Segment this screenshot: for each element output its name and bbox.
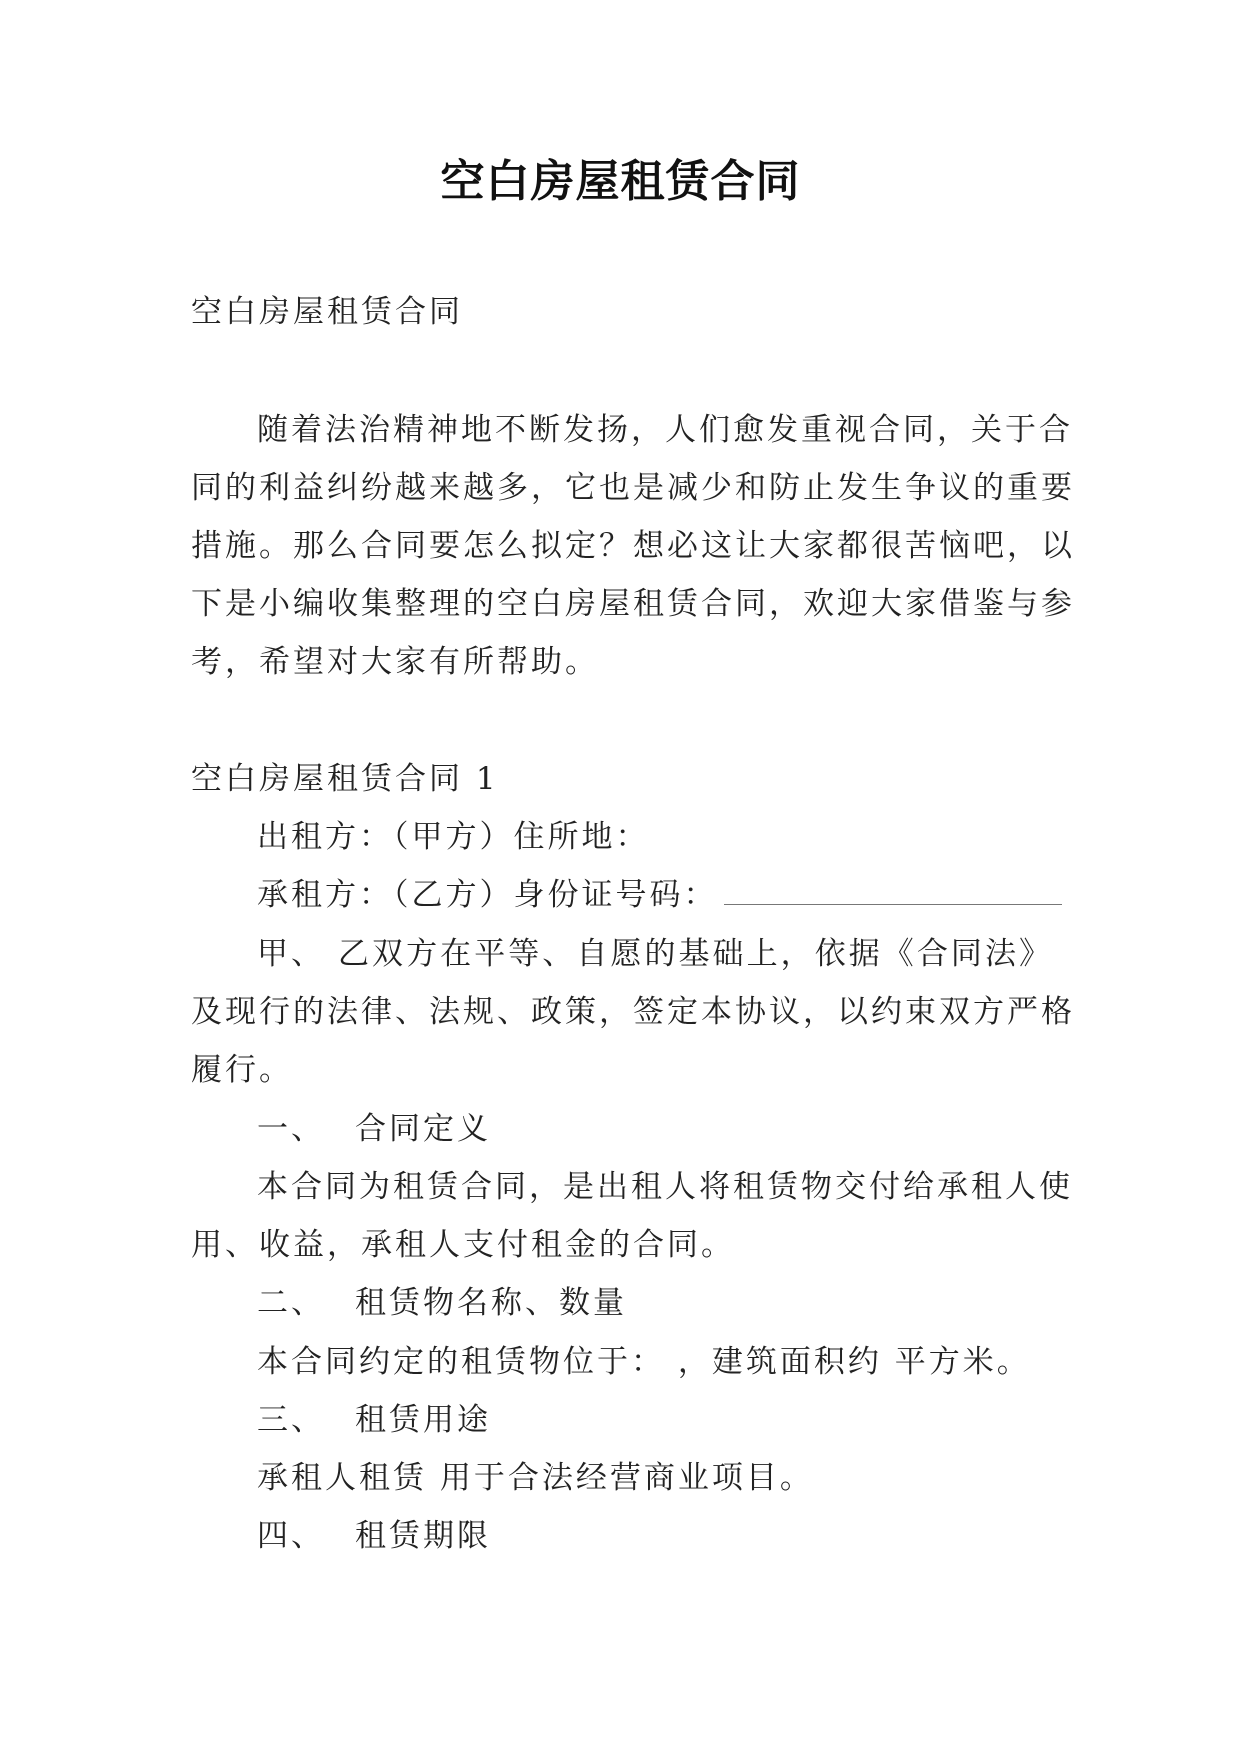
clause-2-title: 租赁物名称、数量 <box>355 1285 627 1321</box>
document-subtitle: 空白房屋租赁合同 <box>191 294 463 330</box>
intro-line-3: 措施。那么合同要怎么拟定？想必这让大家都很苦恼吧，以 <box>191 528 1075 564</box>
clause-2-heading <box>257 1283 627 1323</box>
clause-3-line: 承租人租赁 用于合法经营商业项目。 <box>257 1460 814 1496</box>
agreement-line-3: 履行。 <box>191 1052 293 1088</box>
clause-4-number: 四、 <box>257 1518 325 1554</box>
clause-1-heading <box>257 1109 491 1149</box>
clause-1-number: 一、 <box>257 1111 325 1147</box>
intro-line-5: 考，希望对大家有所帮助。 <box>191 644 599 680</box>
clause-1-title: 合同定义 <box>355 1111 491 1147</box>
clause-4-heading <box>257 1516 491 1556</box>
intro-line-2: 同的利益纠纷越来越多，它也是减少和防止发生争议的重要 <box>191 470 1075 506</box>
lessor-line: 出租方：（甲方）住所地： <box>257 819 650 855</box>
lessee-label: 承租方：（乙方）身份证号码： <box>257 877 718 913</box>
intro-line-4: 下是小编收集整理的空白房屋租赁合同，欢迎大家借鉴与参 <box>191 586 1075 622</box>
agreement-line-2: 及现行的法律、法规、政策，签定本协议，以约束双方严格 <box>191 994 1075 1030</box>
clause-2-number: 二、 <box>257 1285 325 1321</box>
agreement-line-1: 甲、 乙双方在平等、自愿的基础上，依据《合同法》 <box>257 936 1053 972</box>
intro-line-1: 随着法治精神地不断发扬，人们愈发重视合同，关于合 <box>257 412 1073 448</box>
clause-4-title: 租赁期限 <box>355 1518 491 1554</box>
clause-2-line: 本合同约定的租赁物位于： ，建筑面积约 平方米。 <box>257 1344 1031 1380</box>
clause-1-line-1: 本合同为租赁合同，是出租人将租赁物交付给承租人使 <box>257 1169 1073 1205</box>
section-heading: 空白房屋租赁合同 1 <box>191 761 499 797</box>
clause-1-line-2: 用、收益，承租人支付租金的合同。 <box>191 1227 735 1263</box>
clause-3-number: 三、 <box>257 1402 325 1438</box>
clause-3-heading <box>257 1400 491 1440</box>
id-number-blank <box>724 902 1062 905</box>
lessee-line <box>257 875 1062 915</box>
clause-3-title: 租赁用途 <box>355 1402 491 1438</box>
document-title: 空白房屋租赁合同 <box>440 156 801 207</box>
